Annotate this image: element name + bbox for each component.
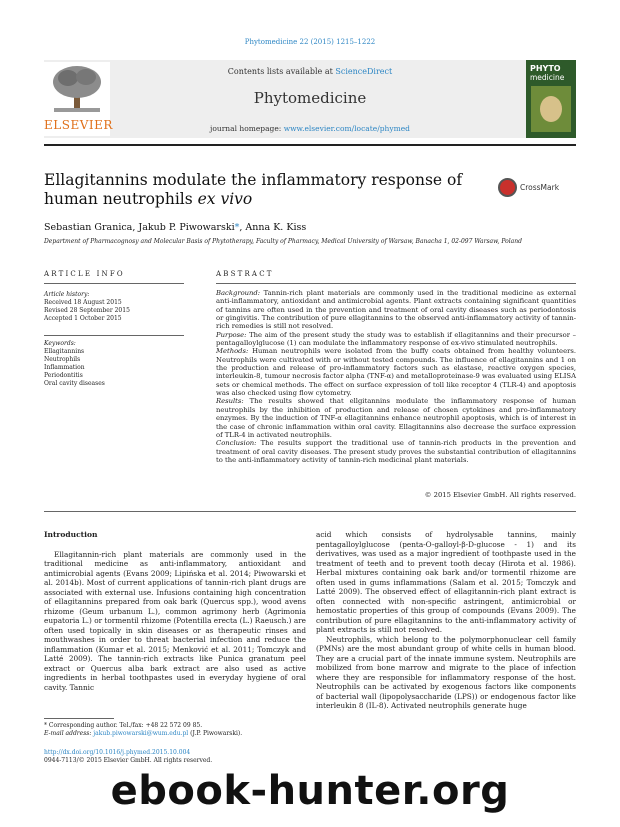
abstract-heading: ABSTRACT bbox=[216, 270, 274, 278]
conclusion-label: Conclusion: bbox=[216, 439, 257, 448]
keyword-item: Oral cavity diseases bbox=[44, 379, 105, 387]
crossmark-label: CrossMark bbox=[520, 183, 560, 192]
article-info-heading: ARTICLE INFO bbox=[44, 270, 125, 278]
author-list bbox=[44, 222, 576, 233]
conclusion-text: The results support the traditional use of tannin-rich products in the prevention and treatment of oral cavity diseases. The present study proves the substantial contribution of ellagitannins to the anti-inflammatory activity of tannin-rich medicinal plant materials. bbox=[216, 439, 576, 464]
cover-title-line2: medicine bbox=[530, 73, 565, 82]
methods-text: Human neutrophils were isolated from the buffy coats obtained from healthy volunteers. Neutrophils were cultivated with or without tested compounds. The influence of ellagitannins and 1 on the production and release of pro-inflammatory factors such as elastase, reactive oxygen species, interleukin-8, tumour necrosis factor alpha (TNF-α) and metalloproteinase-9 was evaluated using ELISA sets or chemical methods. The effect on surface expression of toll like receptor 4 (TLR-4) and apoptosis was also checked using flow cytometry. bbox=[216, 347, 576, 398]
homepage-prefix: journal homepage: bbox=[210, 124, 284, 133]
methods-label: Methods: bbox=[216, 347, 249, 356]
issn-line: 0944-7113/© 2015 Elsevier GmbH. All rights reserved. bbox=[44, 757, 213, 764]
abstract-end-divider bbox=[44, 511, 576, 512]
abstract-results bbox=[216, 397, 576, 439]
author-kiss: , Anna K. Kiss bbox=[239, 222, 307, 233]
corresponding-author-mark[interactable]: * bbox=[234, 222, 240, 233]
contents-prefix: Contents lists available at bbox=[227, 67, 336, 76]
homepage-line bbox=[110, 124, 510, 133]
watermark: ebook-hunter.org bbox=[110, 768, 510, 814]
title-italic: ex vivo bbox=[197, 190, 253, 208]
keywords bbox=[44, 340, 184, 387]
intro-paragraph-1: Ellagitannin-rich plant materials are commonly used in the traditional medicine as anti-inflammatory, antioxidant and antimicrobial agents (Evans 2009; Lipińska et al. 2014; Piwowarski et al. 2014b). Most of current applications of tannin-rich plant drugs are associated with external use. Infusions containing high concentration of ellagitannins prepared from oak bark (Quercus spp.), wood avens rhizome (Geum urbanum L.), common agrimony herb (Agrimonia eupatoria L.) or tormentil rhizome (Potentilla erecta (L.) Raeusch.) are often used topically in skin diseases or as therapeutic rinses and mouthwashes in order to threat bacterial infection and reduce the inflammation (Kumar et al. 2015; Menković et al. 2011; Tomczyk and Latté 2009). The tannin-rich extracts like Punica granatum peel extract or Quercus alba bark extract are also used as active ingredients in herbal toothpastes used in everyday hygiene of oral cavity. Tannic bbox=[44, 549, 306, 692]
body-left-column bbox=[44, 530, 306, 692]
title-main: Ellagitannins modulate the inflammatory response of human neutrophils bbox=[44, 171, 463, 208]
results-label: Results: bbox=[216, 397, 244, 406]
keyword-item: Ellagitannins bbox=[44, 347, 85, 355]
purpose-text: The aim of the present study the study was to establish if ellagitannins and their precursor – pentagalloylglucose (1) can modulate the inflammatory response of ex-vivo stimulated neutrophils. bbox=[216, 330, 576, 348]
abstract-divider bbox=[216, 283, 576, 284]
email-footnote bbox=[44, 730, 306, 738]
author-piwowarski: Jakub P. Piwowarski bbox=[138, 222, 235, 233]
abstract-copyright: © 2015 Elsevier GmbH. All rights reserved. bbox=[424, 491, 576, 499]
cover-image-detail bbox=[540, 96, 562, 122]
keyword-item: Neutrophils bbox=[44, 355, 81, 363]
elsevier-wordmark: ELSEVIER bbox=[44, 118, 113, 132]
article-title bbox=[44, 171, 484, 209]
crossmark-icon bbox=[498, 178, 517, 197]
affiliation: Department of Pharmacognosy and Molecular Basis of Phytotherapy, Faculty of Pharmacy, Medical University of Warsaw, Banacha 1, 02-097 Warsaw, Poland bbox=[44, 238, 522, 245]
email-suffix: (J.P. Piwowarski). bbox=[188, 730, 243, 737]
keyword-item: Periodontitis bbox=[44, 371, 83, 379]
contents-line bbox=[110, 67, 510, 76]
article-history bbox=[44, 291, 184, 323]
abstract-methods bbox=[216, 347, 576, 397]
abstract-body bbox=[216, 289, 576, 464]
doi-block bbox=[44, 749, 306, 765]
body-right-column bbox=[316, 530, 576, 711]
author-granica: Sebastian Granica, bbox=[44, 222, 139, 233]
accepted-date: Accepted 1 October 2015 bbox=[44, 314, 122, 322]
intro-paragraph-2: Neutrophils, which belong to the polymorphonuclear cell family (PMNs) are the most abundant group of white cells in human blood. They are a crucial part of the innate immune system. Neutrophils are mobilized from bone marrow and migrate to the place of infection where they are responsible for inflammatory response of the host. Neutrophils can be activated by exogenous factors like components of bacterial wall (lipopolysaccharide (LPS)) or endogenous factor like interleukin 8 (IL-8). Activated neutrophils generate huge bbox=[316, 634, 576, 710]
footnotes bbox=[44, 722, 306, 738]
homepage-link[interactable]: www.elsevier.com/locate/phymed bbox=[283, 124, 410, 133]
background-label: Background: bbox=[216, 289, 261, 297]
received-date: Received 18 August 2015 bbox=[44, 298, 122, 306]
introduction-heading: Introduction bbox=[44, 530, 98, 539]
background-text: Tannin-rich plant materials are commonly used in the traditional medicine as external anti-inflammatory, antioxidant and antimicrobial agents. Plant extracts containing significant quantities of tannins are often used in the prevention and treatment of oral cavity diseases such as periodontosis or gingivitis. The contribution of pure ellagitannins to the observed anti-inflammatory activity of tannin-rich remedies is still not resolved. bbox=[216, 289, 576, 331]
journal-title: Phytomedicine bbox=[253, 89, 367, 107]
corresponding-footnote: * Corresponding author. Tel./fax: +48 22 572 09 85. bbox=[44, 722, 203, 729]
keywords-label: Keywords: bbox=[44, 340, 76, 347]
sciencedirect-link[interactable]: ScienceDirect bbox=[335, 67, 393, 76]
history-label: Article history: bbox=[44, 291, 90, 298]
journal-reference[interactable]: Phytomedicine 22 (2015) 1215–1222 bbox=[244, 38, 376, 46]
elsevier-tree-icon bbox=[50, 64, 104, 114]
article-info-divider bbox=[44, 283, 184, 284]
abstract-purpose bbox=[216, 331, 576, 348]
doi-link[interactable]: http://dx.doi.org/10.1016/j.phymed.2015.10.004 bbox=[44, 749, 191, 756]
keyword-item: Inflammation bbox=[44, 363, 85, 371]
intro-paragraph-continued: acid which consists of hydrolysable tannins, mainly pentagalloylglucose (penta-O-galloyl-β-D-glucose - 1) and its derivatives, was used as a major ingredient of toothpaste used in the treatment of teeth and to prevent tooth decay (Hirota et al. 1986). Herbal mixtures containing oak bark and/or tormentil rhizome are often used in gums inflammations (Salam et al. 2015; Tomczyk and Latté 2009). The observed effect of ellagitannin-rich plant extract is often connected with non-specific astringent, antimicrobial or hemostatic properties of this group of compounds (Evans 2009). The contribution of pure ellagitannins to the anti-inflammatory activity of plant extracts is still not resolved. bbox=[316, 530, 576, 634]
footnote-divider bbox=[44, 718, 114, 719]
results-text: The results showed that ellgitannins modulate the inflammatory response of human neutrophils by the inhibition of production and release of chosen cytokines and pro-inflammatory enzymes. By the induction of TNF-α ellagitannins enhance neutrophil apoptosis, which is of interest in the case of chronic inflammation within oral cavity. Ellagitannins also decrease the surface expression of TLR-4 in activated neutrophils. bbox=[216, 397, 576, 439]
purpose-label: Purpose: bbox=[216, 330, 247, 339]
journal-cover-thumbnail[interactable] bbox=[526, 60, 576, 138]
cover-title-line1: PHYTO bbox=[530, 64, 561, 73]
crossmark-badge[interactable] bbox=[498, 178, 576, 198]
abstract-background bbox=[216, 289, 576, 331]
email-link[interactable]: jakub.piwowarski@wum.edu.pl bbox=[93, 730, 189, 737]
revised-date: Revised 28 September 2015 bbox=[44, 306, 130, 314]
header-divider bbox=[44, 144, 576, 146]
abstract-conclusion bbox=[216, 439, 576, 464]
article-info-divider-2 bbox=[44, 335, 184, 336]
elsevier-logo[interactable] bbox=[44, 62, 113, 136]
email-label: E-mail address: bbox=[44, 730, 94, 737]
